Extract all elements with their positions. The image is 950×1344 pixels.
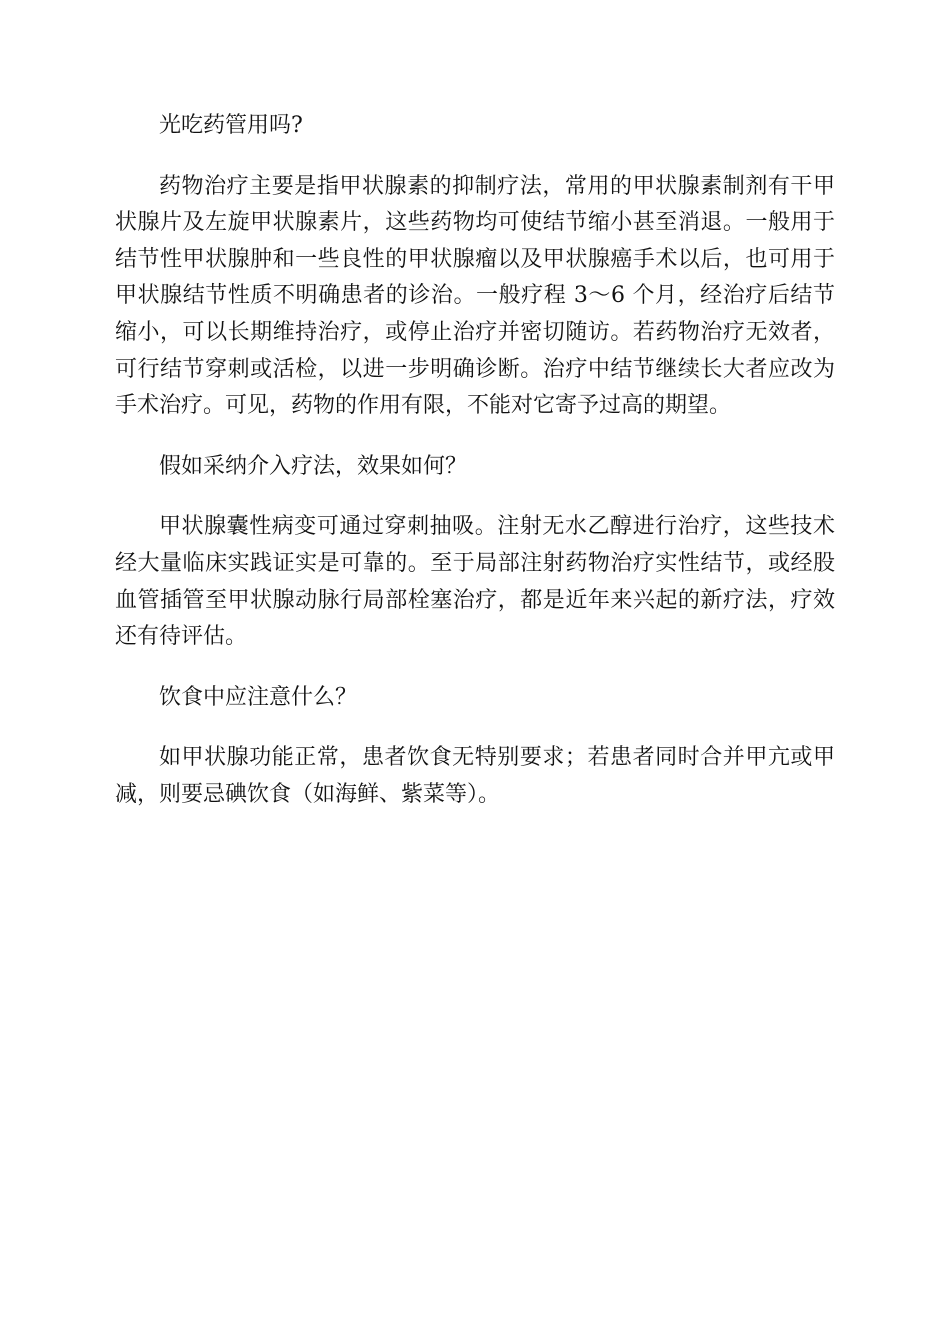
document-page xyxy=(115,108,835,838)
answer-paragraph: 甲状腺囊性病变可通过穿刺抽吸。注射无水乙醇进行治疗，这些技术经大量临床实践证实是可靠的。至于局部注射药物治疗实性结节，或经股血管插管至甲状腺动脉行局部栓塞治疗，都是近年来兴起的新疗法，疗效还有待评估。 xyxy=(115,514,835,650)
answer-paragraph: 如甲状腺功能正常，患者饮食无特别要求；若患者同时合并甲亢或甲减，则要忌碘饮食（如海鲜、紫菜等）。 xyxy=(115,745,835,807)
question-heading: 假如采纳介入疗法，效果如何？ xyxy=(159,453,468,479)
question-heading: 饮食中应注意什么？ xyxy=(159,684,358,710)
answer-paragraph: 药物治疗主要是指甲状腺素的抑制疗法，常用的甲状腺素制剂有干甲状腺片及左旋甲状腺素片，这些药物均可使结节缩小甚至消退。一般用于结节性甲状腺肿和一些良性的甲状腺瘤以及甲状腺癌手术以后，也可用于甲状腺结节性质不明确患者的诊治。一般疗程 3～6 个月，经治疗后结节缩小，可以长期维持治疗，或停止治疗并密切随访。若药物治疗无效者，可行结节穿刺或活检，以进一步明确诊断。治疗中结节继续长大者应改为手术治疗。可见，药物的作用有限，不能对它寄予过高的期望。 xyxy=(115,173,835,419)
question-heading: 光吃药管用吗? xyxy=(159,113,303,138)
